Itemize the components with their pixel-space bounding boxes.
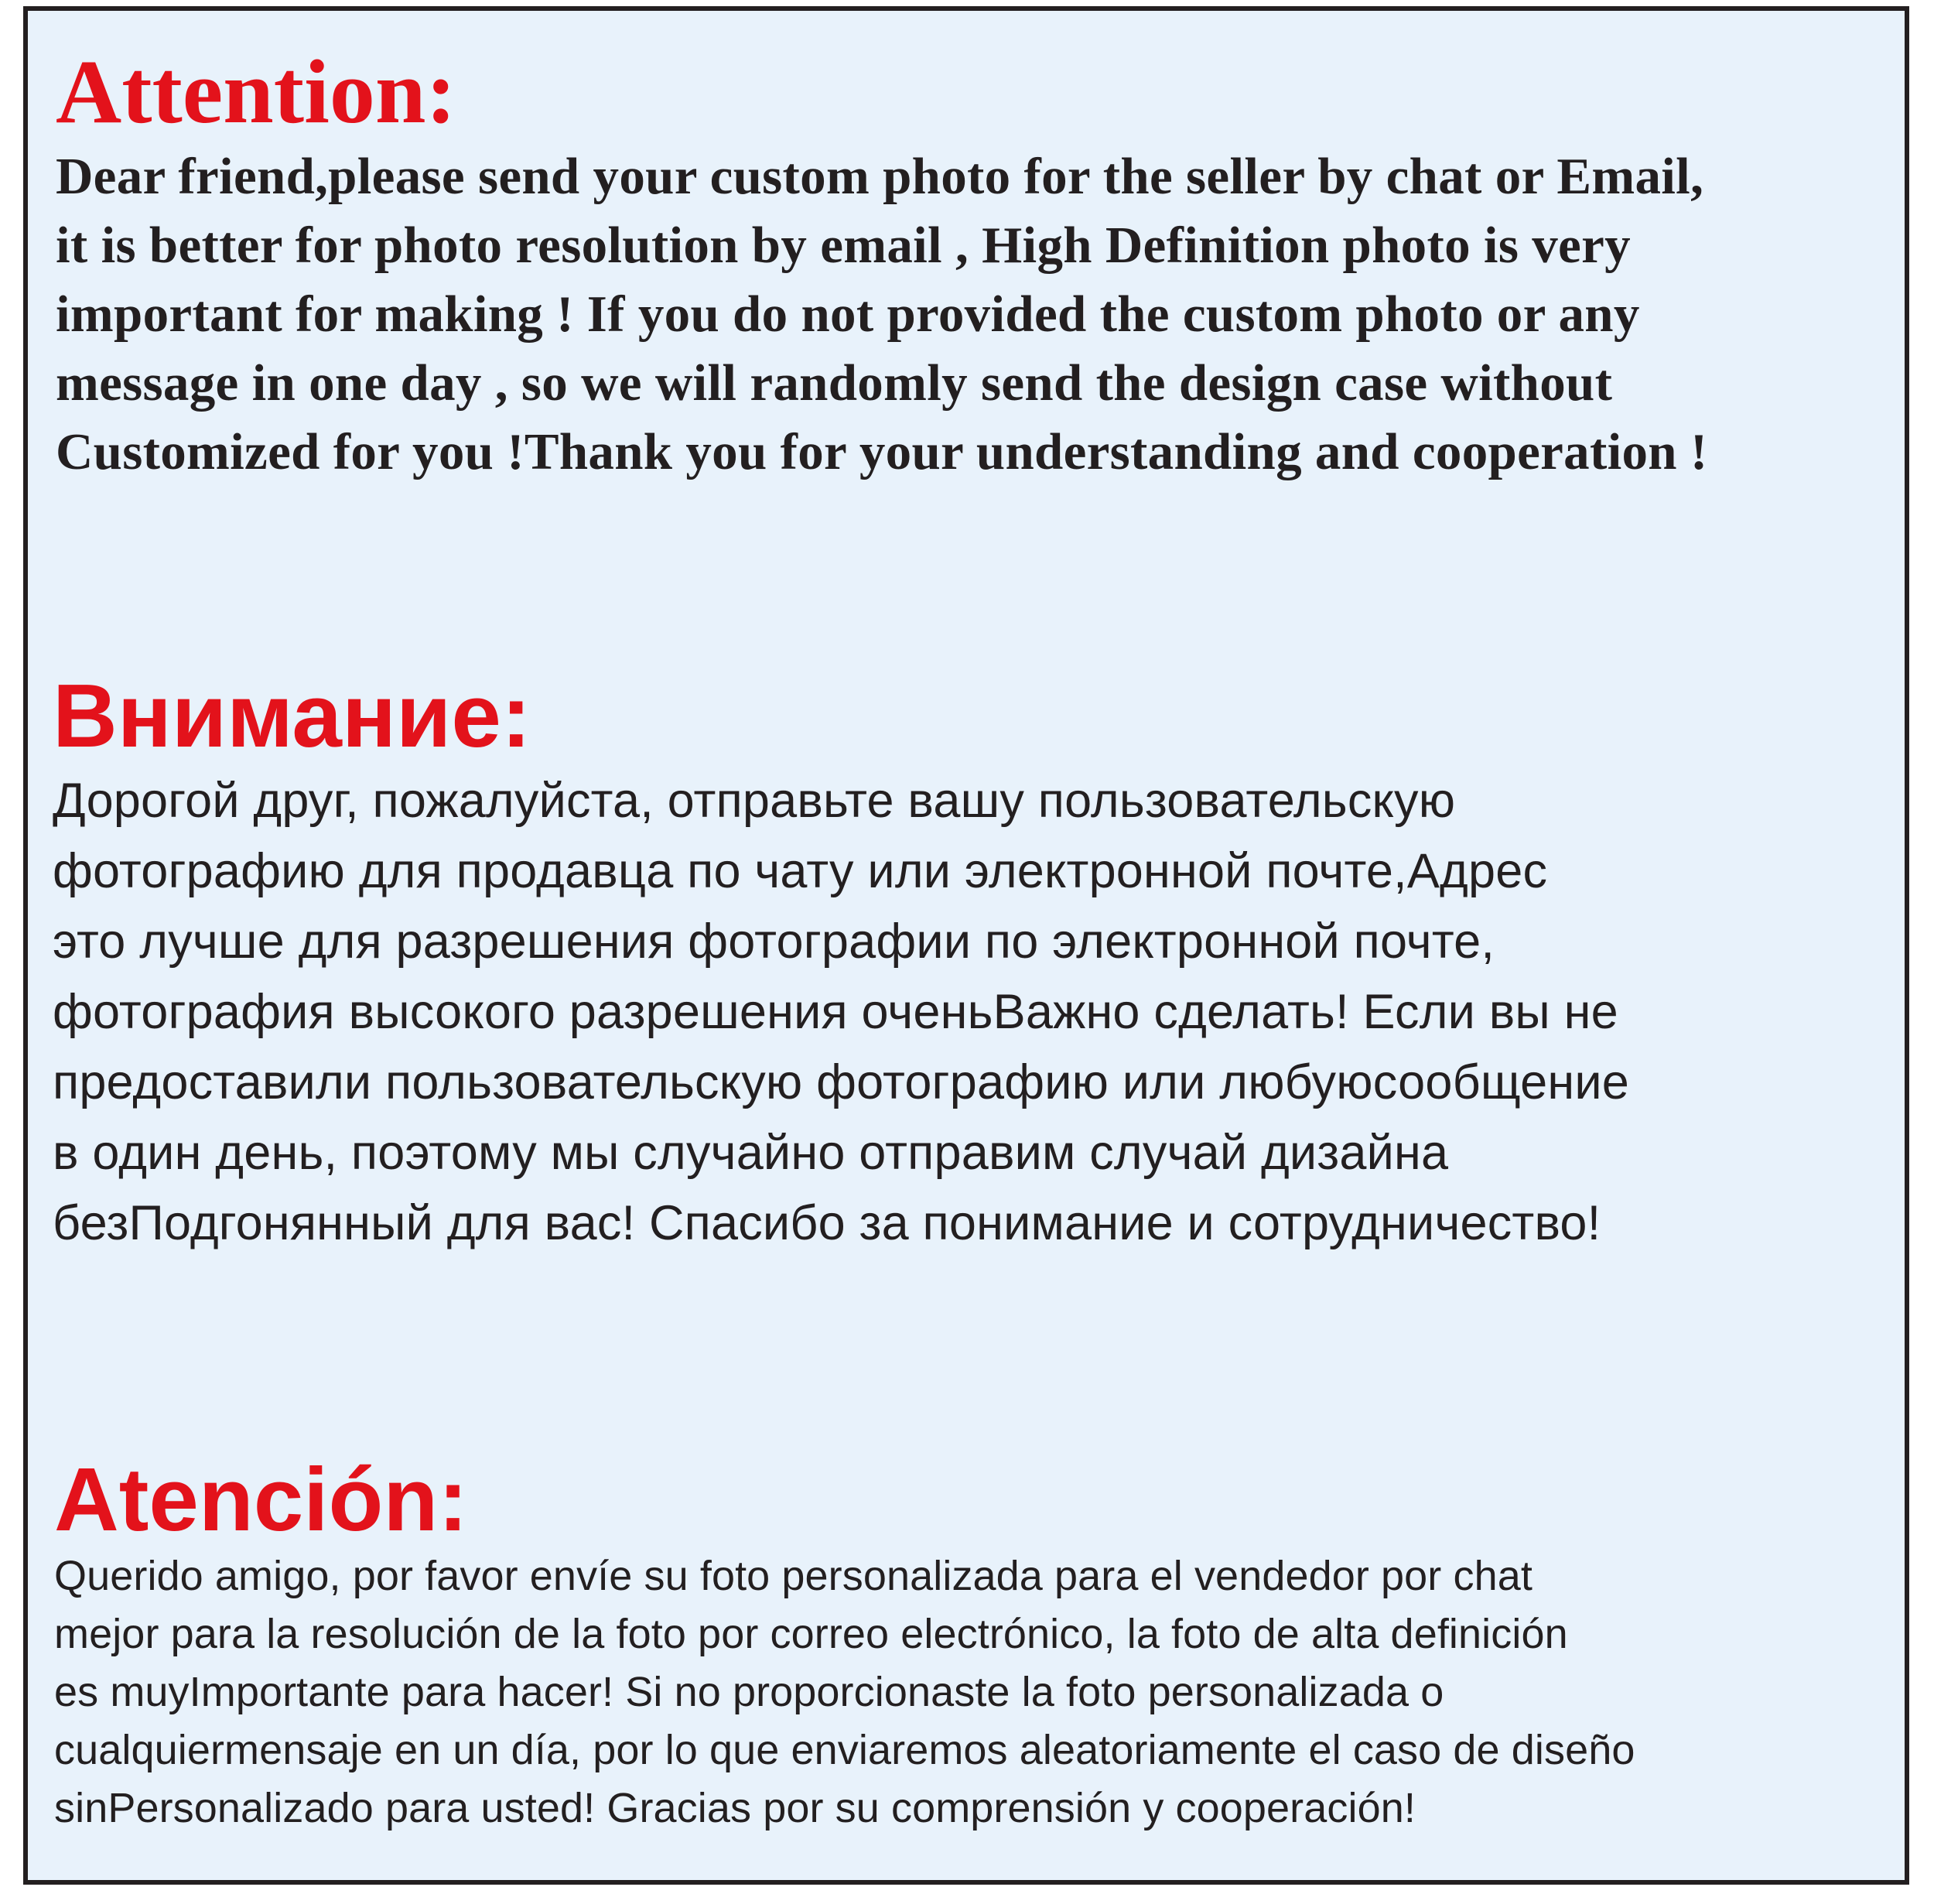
english-line-1: Dear friend,please send your custom photo for the seller by chat or Email, (56, 148, 1704, 205)
english-line-2: it is better for photo resolution by email , High Definition photo is very (56, 217, 1631, 274)
russian-line-5: предоставили пользовательскую фотографию или любуюсообщение (53, 1055, 1630, 1109)
russian-line-1: Дорогой друг, пожалуйста, отправьте вашу пользовательскую (53, 774, 1456, 828)
spanish-line-1: Querido amigo, por favor envíe su foto personalizada para el vendedor por chat (54, 1553, 1533, 1599)
section-russian (53, 665, 1905, 1259)
english-line-4: message in one day , so we will randomly send the design case without (56, 354, 1613, 412)
section-spanish (54, 1451, 1905, 1837)
section-english (56, 42, 1905, 487)
english-line-3: important for making ! If you do not provided the custom photo or any (56, 285, 1640, 343)
russian-line-4: фотография высокого разрешения оченьВажно сделать! Если вы не (53, 985, 1618, 1039)
spanish-line-5: sinPersonalizado para usted! Gracias por su comprensión y cooperación! (54, 1785, 1416, 1831)
russian-line-2: фотографию для продавца по чату или электронной почте,Адрес (53, 844, 1548, 898)
russian-line-3: это лучше для разрешения фотографии по электронной почте, (53, 914, 1495, 969)
heading-vnimanie: Внимание: (53, 665, 531, 766)
english-line-5: Customized for you !Thank you for your understanding and cooperation ! (56, 423, 1708, 480)
spanish-line-2: mejor para la resolución de la foto por correo electrónico, la foto de alta definición (54, 1611, 1568, 1657)
heading-atencion: Atención: (54, 1449, 468, 1550)
spanish-line-3: es muyImportante para hacer! Si no proporcionaste la foto personalizada o (54, 1669, 1444, 1715)
notice-frame (23, 6, 1909, 1885)
spanish-line-4: cualquiermensaje en un día, por lo que enviaremos aleatoriamente el caso de diseño (54, 1727, 1635, 1773)
heading-attention: Attention: (56, 41, 456, 142)
russian-line-6: в один день, поэтому мы случайно отправим случай дизайна (53, 1126, 1449, 1180)
russian-line-7: безПодгонянный для вас! Спасибо за понимание и сотрудничество! (53, 1196, 1601, 1250)
